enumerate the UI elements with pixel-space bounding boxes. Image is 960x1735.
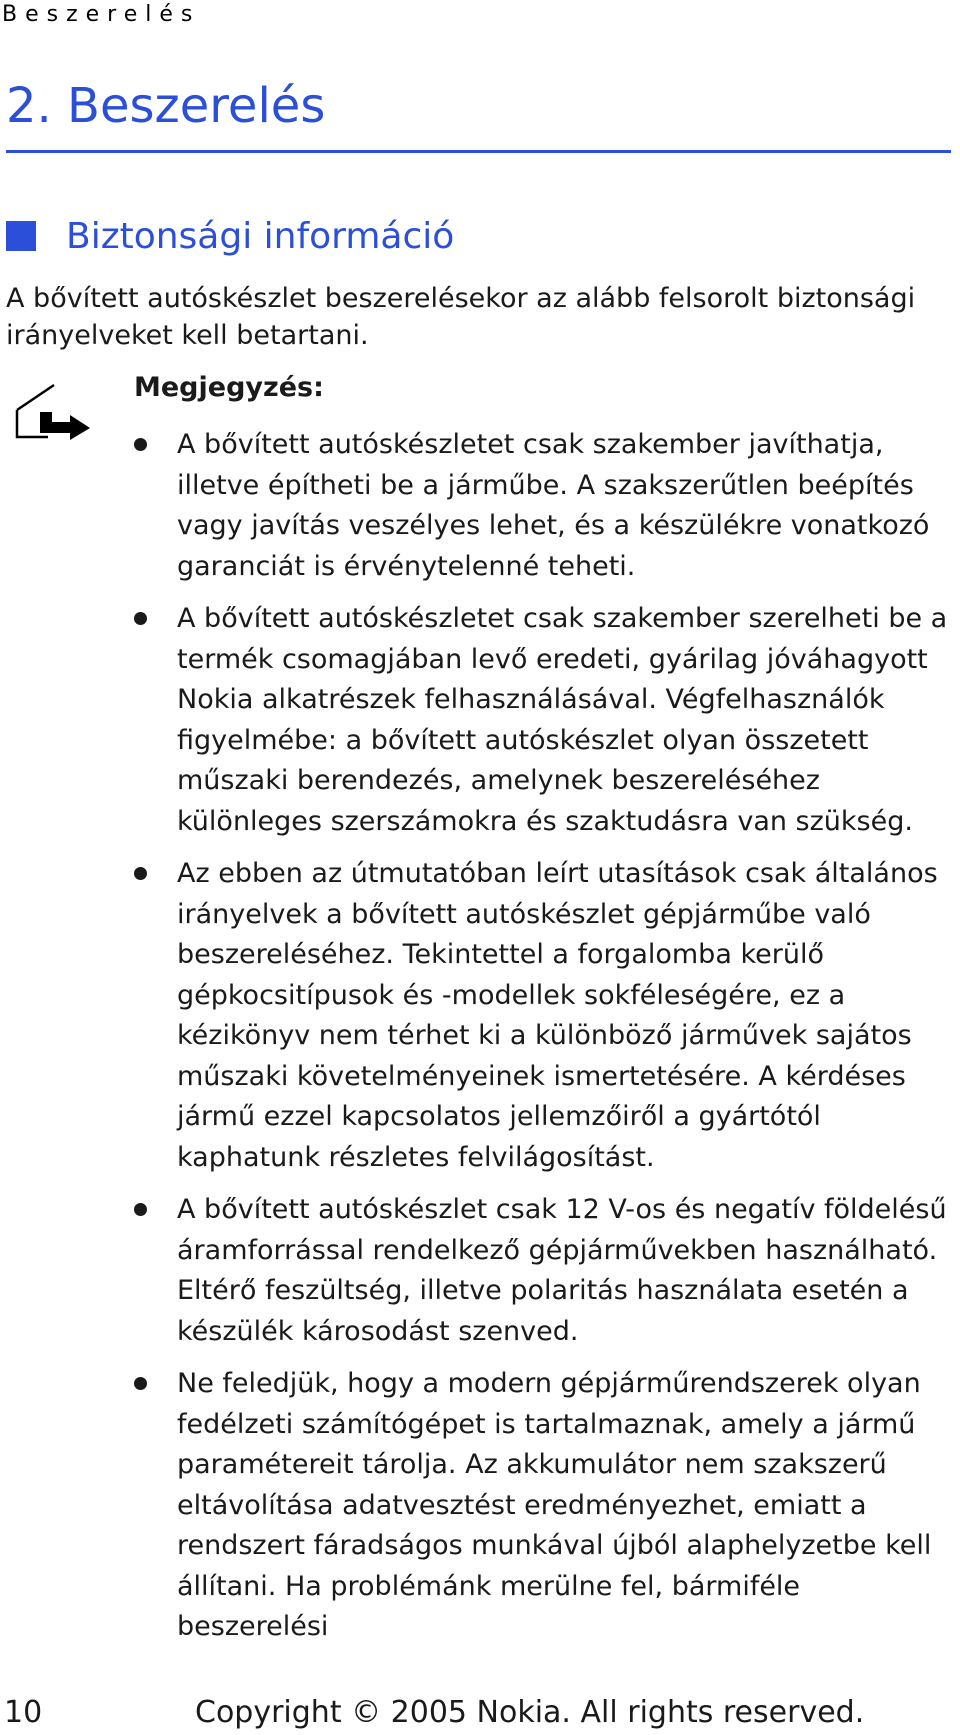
list-item	[134, 854, 954, 1178]
chapter-rule	[6, 150, 951, 153]
section-square-icon	[6, 221, 36, 251]
list-item-text: A bővített autóskészletet csak szakember javíthatja, illetve építheti be a járműbe. A szakszerűtlen beépítés vagy javítás veszélyes lehet, és a készülékre vonatkozó garanciát is érvénytelenné teheti.	[177, 429, 930, 582]
section-heading	[6, 214, 454, 258]
section-title: Biztonsági információ	[66, 215, 455, 257]
list-item-text: Ne feledjük, hogy a modern gépjárműrendszerek olyan fedélzeti számítógépet is tartalmaznak, amely a jármű paramétereit tárolja. Az akkumulátor nem szakszerű eltávolítása adatvesztést eredményezhet, emiatt a rendszert fáradságos munkával újból alaphelyzetbe kell állítani. Ha problémánk merülne fel, bármiféle beszerelési	[177, 1368, 932, 1642]
running-header: Beszerelés	[2, 2, 201, 27]
chapter-title: 2. Beszerelés	[6, 78, 326, 134]
page-number: 10	[4, 1695, 43, 1730]
list-item	[134, 1190, 954, 1352]
bullet-icon	[134, 438, 147, 451]
list-item-text: Az ebben az útmutatóban leírt utasítások csak általános irányelvek a bővített autóskészlet gépjárműbe való beszereléséhez. Tekintettel a forgalomba kerülő gépkocsitípusok és -modellek sokféleségére, ez a kézikönyv nem térhet ki a különböző járművek sajátos műszaki követelményeinek ismertetésére. A kérdéses jármű ezzel kapcsolatos jellemzőiről a gyártótól kaphatunk részletes felvilágosítást.	[177, 858, 938, 1173]
bullet-icon	[134, 867, 147, 880]
bullet-icon	[134, 612, 147, 625]
bullet-icon	[134, 1203, 147, 1216]
note-pencil-icon	[14, 382, 92, 440]
safety-bullet-list	[134, 425, 954, 1660]
intro-paragraph: A bővített autóskészlet beszerelésekor az alább felsorolt biztonsági irányelveket kell betartani.	[6, 283, 916, 351]
list-item	[134, 599, 954, 842]
note-label: Megjegyzés:	[134, 372, 324, 403]
copyright-notice: Copyright © 2005 Nokia. All rights reserved.	[195, 1695, 865, 1730]
list-item-text: A bővített autóskészletet csak szakember szerelheti be a termék csomagjában levő eredeti, gyárilag jóváhagyott Nokia alkatrészek felhasználásával. Végfelhasználók figyelmébe: a bővített autóskészlet olyan összetett műszaki berendezés, amelynek beszereléséhez különleges szerszámokra és szaktudásra van szükség.	[177, 603, 948, 837]
bullet-icon	[134, 1377, 147, 1390]
list-item-text: A bővített autóskészlet csak 12 V-os és negatív földelésű áramforrással rendelkező gépjárművekben használható. Eltérő feszültség, illetve polaritás használata esetén a készülék károsodást szenved.	[177, 1194, 947, 1347]
list-item	[134, 425, 954, 587]
list-item	[134, 1364, 954, 1648]
